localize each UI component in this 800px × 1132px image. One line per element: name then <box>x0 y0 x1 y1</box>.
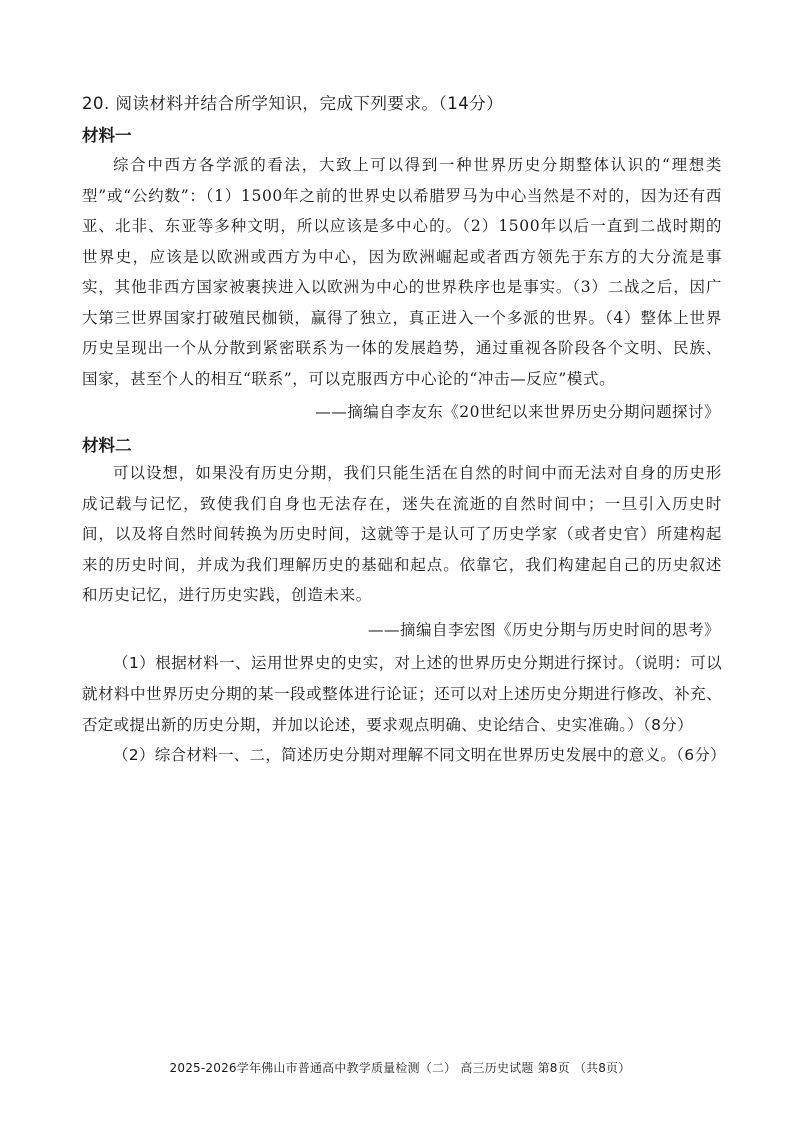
question-title: 20. 阅读材料并结合所学知识，完成下列要求。（14分） <box>82 94 504 113</box>
material-two-text: 可以设想，如果没有历史分期，我们只能生活在自然的时间中而无法对自身的历史形成记载与记忆，致使我们自身也无法存在，迷失在流逝的自然时间中；一旦引入历史时间，以及将自然时间转换为历史时间，这就等于是认可了历史学家（或者史官）所建构起来的历史时间，并成为我们理解历史的基础和起点。依靠它，我们构建起自己的历史叙述和历史记忆，进行历史实践，创造未来。 <box>82 464 722 604</box>
page-footer: 2025-2026学年佛山市普通高中教学质量检测（二） 高三历史试题 第8页 （共8页） <box>169 1061 631 1075</box>
material-one-heading: 材料一 <box>82 126 132 145</box>
task-two: （2）综合材料一、二，简述历史分期对理解不同文明在世界历史发展中的意义。（6分） <box>113 746 726 764</box>
material-two-heading: 材料二 <box>82 436 132 455</box>
task-one: （1）根据材料一、运用世界史的史实，对上述的世界历史分期进行探讨。（说明：可以就材料中世界历史分期的某一段或整体进行论证；还可以对上述历史分期进行修改、补充、否定或提出新的历史分期，并加以论述，要求观点明确、史论结合、史实准确。）（8分） <box>82 654 722 734</box>
material-one-source: ——摘编自李友东《20世纪以来世界历史分期问题探讨》 <box>315 403 720 421</box>
material-two-source: ——摘编自李宏图《历史分期与历史时间的思考》 <box>367 621 720 639</box>
material-one-text: 综合中西方各学派的看法，大致上可以得到一种世界历史分期整体认识的“理想类型”或“公约数”：（1）1500年之前的世界史以希腊罗马为中心当然是不对的，因为还有西亚、北非、东亚等多种文明，所以应该是多中心的。（2）1500年以后一直到二战时期的世界史，应该是以欧洲或西方为中心，因为欧洲崛起或者西方领先于东方的大分流是事实，其他非西方国家被裹挟进入以欧洲为中心的世界秩序也是事实。（3）二战之后，因广大第三世界国家打破殖民枷锁，赢得了独立，真正进入一个多派的世界。（4）整体上世界历史呈现出一个从分散到紧密联系为一体的发展趋势，通过重视各阶段各个文明、民族、国家，甚至个人的相互“联系”，可以克服西方中心论的“冲击—反应”模式。 <box>82 156 722 388</box>
